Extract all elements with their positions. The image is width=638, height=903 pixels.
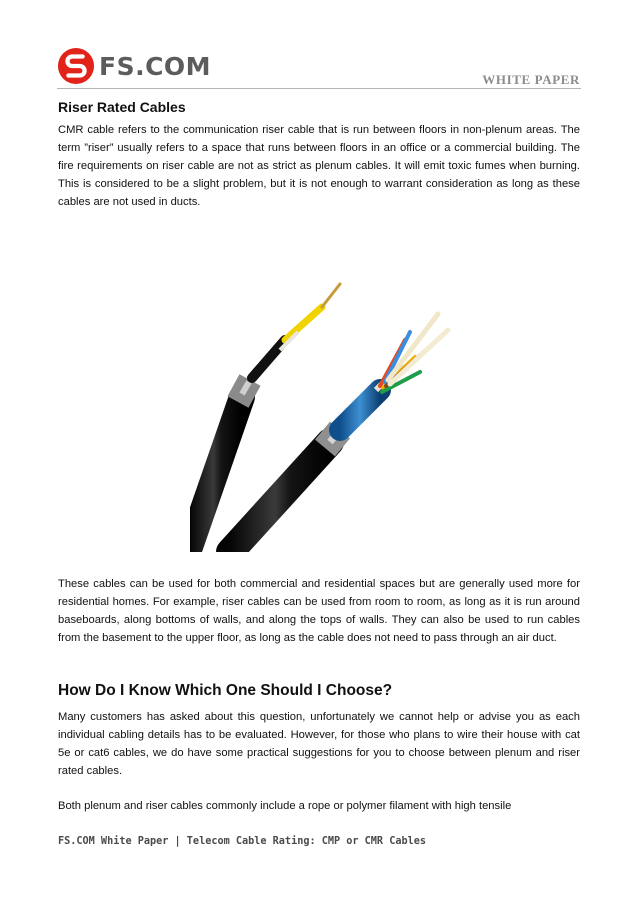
- fs-logo-icon: [57, 47, 95, 85]
- header-divider: [57, 88, 581, 89]
- logo-wordmark: FS.COM: [99, 51, 212, 81]
- page-header: [0, 0, 638, 95]
- section-heading-choose: How Do I Know Which One Should I Choose?: [58, 682, 393, 699]
- paragraph-choose-tensile: Both plenum and riser cables commonly include a rope or polymer filament with high tensile: [58, 800, 512, 812]
- fs-logo: [57, 47, 211, 85]
- document-type-label: WHITE PAPER: [482, 72, 580, 87]
- page-footer: FS.COM White Paper | Telecom Cable Rating: CMP or CMR Cables: [58, 836, 427, 847]
- paragraph-choose-intro: Many customers has asked about this question, unfortunately we cannot help or advise you as each individual cabling details has to be evaluated. However, for those who plans to wire their house with cat 5e or cat6 cables, we do have some practical suggestions for you to choose between plenum and riser rated cables.: [58, 711, 580, 777]
- section-heading-riser: Riser Rated Cables: [58, 99, 186, 115]
- paragraph-riser-usage: These cables can be used for both commercial and residential spaces but are generally used more for residential homes. For example, riser cables can be used from room to room, as long as it is run around baseboards, along bottoms of walls, and along the tops of walls. They can also be used to run cables from the basement to the upper floor, as long as the cable does not need to pass through an air duct.: [58, 578, 580, 644]
- armored-fiber-cables-photo: [190, 262, 465, 552]
- paragraph-riser-intro: CMR cable refers to the communication riser cable that is run between floors in non-plenum areas. The term ”riser” usually refers to a space that runs between floors in an office or a commercial building. The fire requirements on riser cable are not as strict as plenum cables. It will emit toxic fumes when burning. This is considered to be a slight problem, but it is not enough to warrant consideration as long as these cables are not used in ducts.: [58, 124, 580, 208]
